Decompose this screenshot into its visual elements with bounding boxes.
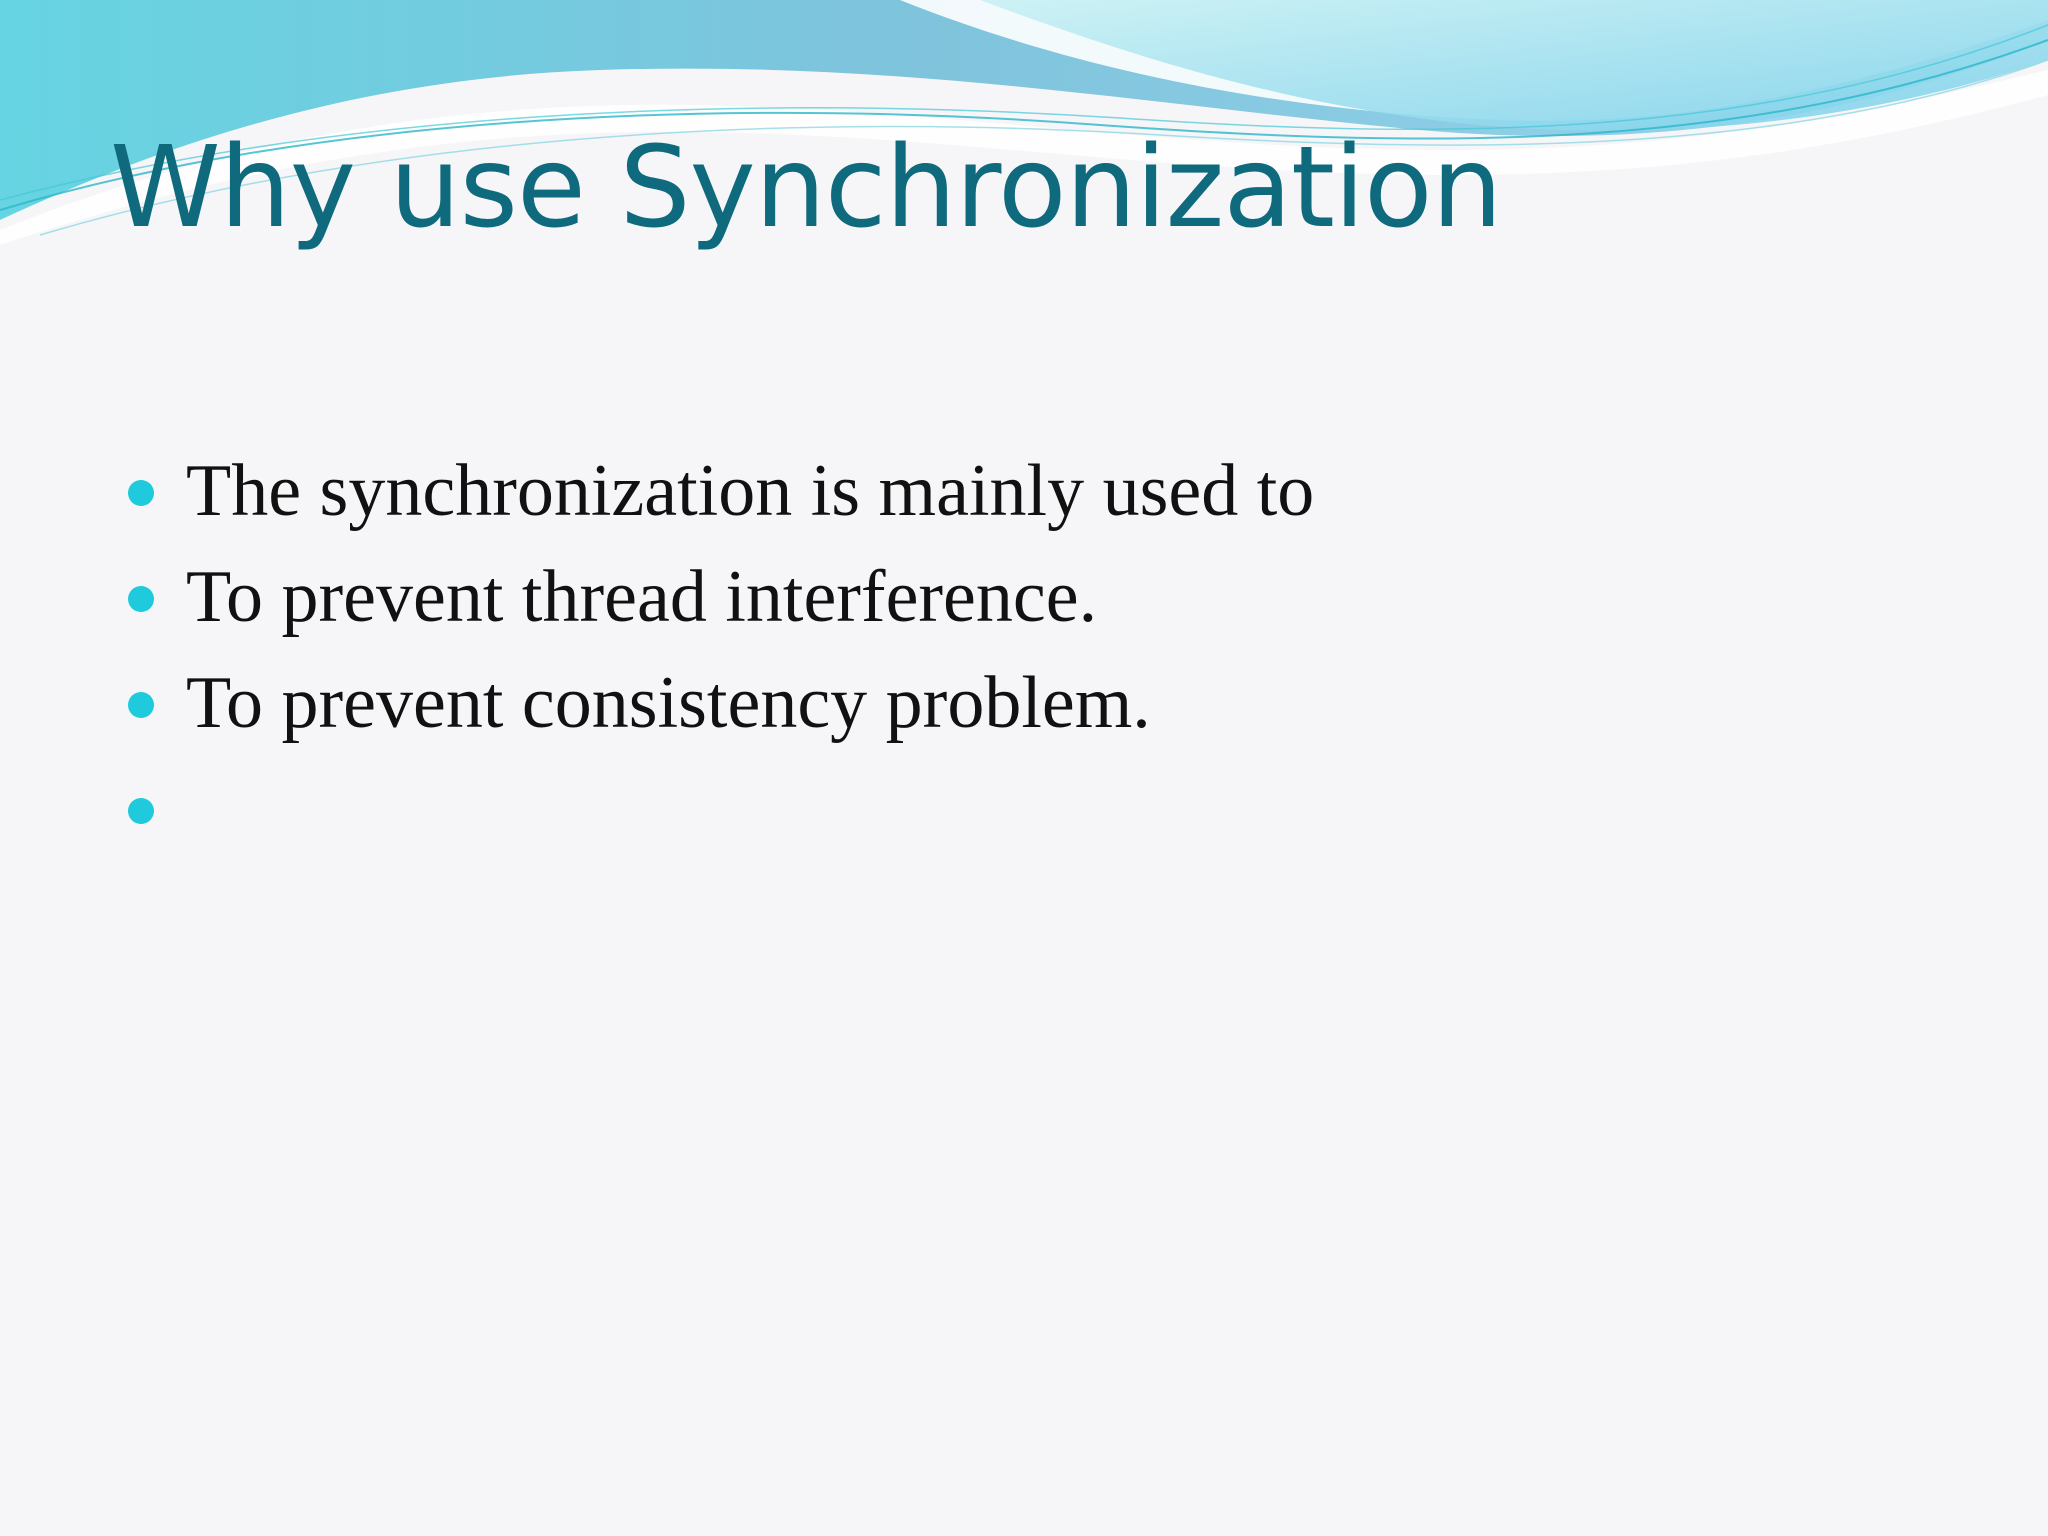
bullet-dot-icon <box>128 586 154 612</box>
bullet-text: To prevent consistency problem. <box>186 662 1151 744</box>
bullet-dot-icon <box>128 480 154 506</box>
bullet-text: The synchronization is mainly used to <box>186 450 1315 532</box>
bullet-text: To prevent thread interference. <box>186 556 1098 638</box>
bullet-item <box>128 544 1314 650</box>
slide-title: Why use Synchronization <box>110 123 1502 253</box>
bullet-item <box>128 438 1314 544</box>
bullet-item <box>128 756 1314 862</box>
bullet-item <box>128 650 1314 756</box>
bullet-dot-icon <box>128 692 154 718</box>
bullet-list <box>128 438 1314 862</box>
bullet-dot-icon <box>128 798 154 824</box>
